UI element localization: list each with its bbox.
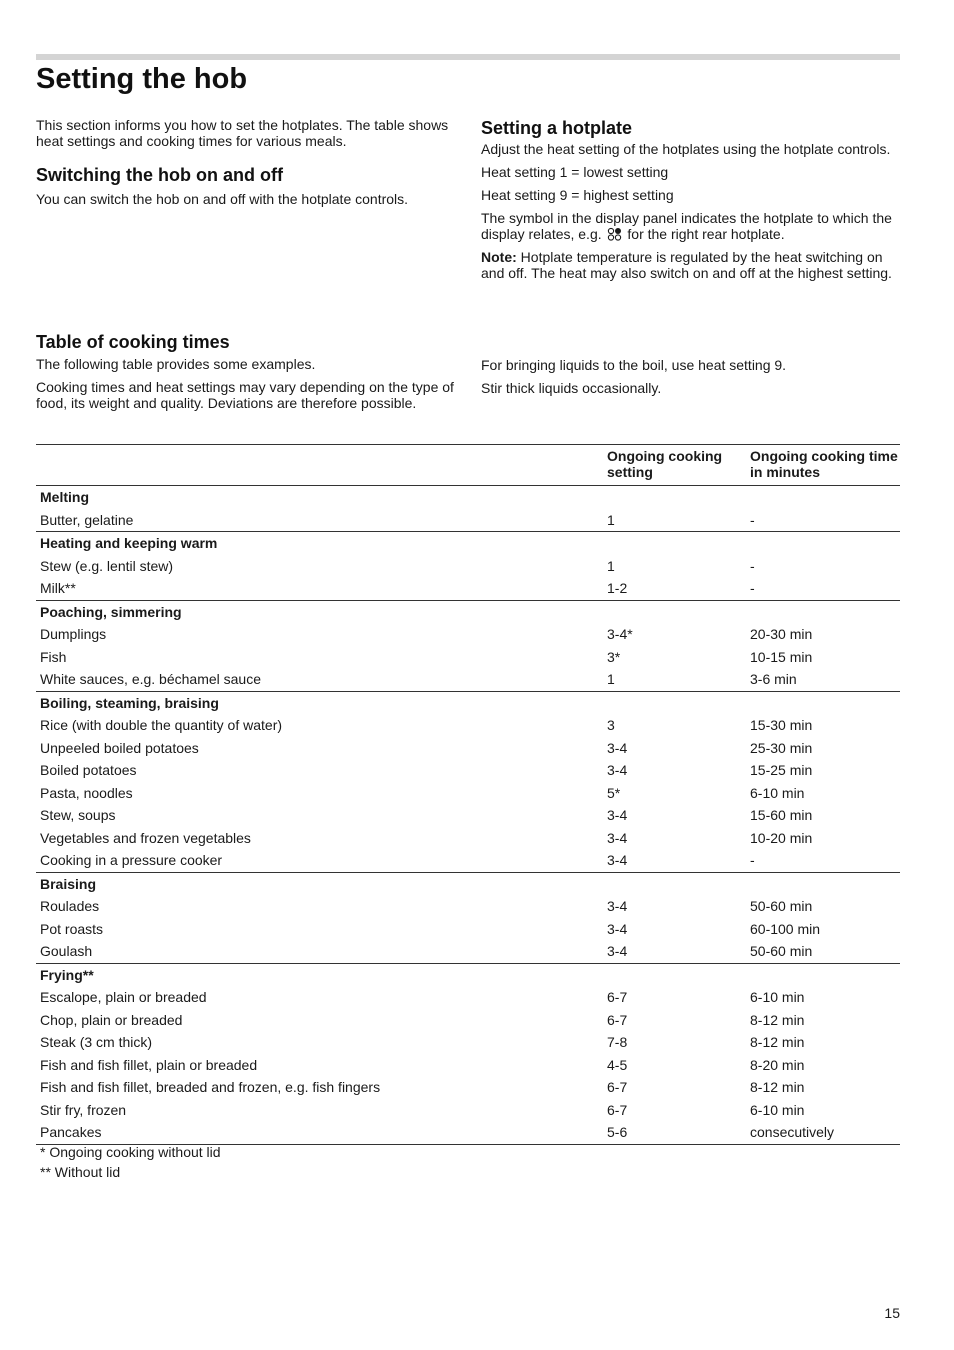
symbol-text-after: for the right rear hotplate. <box>627 226 785 242</box>
cell-setting: 3 <box>607 717 615 734</box>
cell-time: 6-10 min <box>750 989 805 1006</box>
table-row <box>36 509 900 532</box>
cell-time: 8-12 min <box>750 1011 805 1028</box>
table-row <box>36 918 900 941</box>
table-group-row <box>36 532 900 555</box>
cell-setting: 7-8 <box>607 1034 628 1051</box>
cell-time: - <box>750 511 755 528</box>
cell-food: Stir fry, frozen <box>40 1101 127 1118</box>
cell-food: Stew (e.g. lentil stew) <box>40 557 174 574</box>
setting-text-3: Heat setting 9 = highest setting <box>481 187 674 203</box>
cell-food: Vegetables and frozen vegetables <box>40 829 251 846</box>
table-body <box>36 486 900 1145</box>
group-heading: Poaching, simmering <box>36 600 900 623</box>
table-group-row <box>36 486 900 509</box>
table-row <box>36 986 900 1009</box>
cell-food: Goulash <box>40 943 93 960</box>
cell-setting: 1 <box>607 511 615 528</box>
cell-food: Fish and fish fillet, breaded and frozen, e.g. fish fingers <box>40 1079 381 1096</box>
cell-time: 20-30 min <box>750 626 813 643</box>
setting-text-4 <box>481 210 899 242</box>
cell-setting: 3-4 <box>607 762 628 779</box>
table-row <box>36 714 900 737</box>
cell-food: Pasta, noodles <box>40 784 133 801</box>
liquids-notes <box>481 357 899 403</box>
group-heading: Heating and keeping warm <box>36 532 900 555</box>
table-row <box>36 895 900 918</box>
cell-setting: 3-4 <box>607 898 628 915</box>
cell-time: consecutively <box>750 1121 900 1144</box>
cell-setting: 1-2 <box>607 580 628 597</box>
cell-setting: 6-7 <box>607 989 628 1006</box>
cell-setting: 6-7 <box>607 1011 628 1028</box>
cell-time: - <box>750 557 755 574</box>
table-group-row <box>36 691 900 714</box>
cooking-times-heading: Table of cooking times <box>36 332 230 352</box>
cell-time: 25-30 min <box>750 739 813 756</box>
group-heading: Melting <box>40 489 89 506</box>
hotplate-position-icon <box>606 227 624 241</box>
cell-time: 15-30 min <box>750 717 813 734</box>
table-row <box>36 577 900 600</box>
cell-food: Boiled potatoes <box>40 762 137 779</box>
table-row <box>36 737 900 760</box>
cell-time: 6-10 min <box>750 1101 805 1118</box>
cell-setting: 1 <box>607 557 615 574</box>
cell-food: Chop, plain or breaded <box>40 1011 183 1028</box>
cell-food: Escalope, plain or breaded <box>40 989 207 1006</box>
table-row <box>36 646 900 669</box>
cell-setting: 1 <box>607 671 615 688</box>
cell-setting: 5* <box>607 784 621 801</box>
cooking-times-text-1: The following table provides some examples. <box>36 356 316 372</box>
cell-setting: 6-7 <box>607 1079 628 1096</box>
note-text: Hotplate temperature is regulated by the heat switching on and off. The heat may also switch on and off at the highest setting. <box>481 249 892 281</box>
cell-setting: 3-4 <box>607 852 628 869</box>
table-row <box>36 1099 900 1122</box>
page-title: Setting the hob <box>36 63 248 95</box>
table-header-row <box>36 445 900 486</box>
cell-time: 8-20 min <box>750 1056 805 1073</box>
cell-setting: 3* <box>607 648 621 665</box>
table-row <box>36 804 900 827</box>
cell-time: 10-20 min <box>750 829 813 846</box>
cell-time: - <box>750 852 755 869</box>
cell-time: 8-12 min <box>750 1034 805 1051</box>
symbol-text-before: The symbol in the display panel indicates the hotplate to which the display relates, e.g. <box>481 210 892 242</box>
table-row <box>36 759 900 782</box>
header-setting: Ongoing cooking setting <box>607 448 723 480</box>
group-heading: Frying** <box>36 963 900 986</box>
footnotes <box>40 1142 221 1182</box>
cell-food: Milk** <box>40 580 76 597</box>
table-row <box>36 1121 900 1144</box>
cell-setting: 3-4 <box>607 829 628 846</box>
cell-time: 15-60 min <box>750 807 813 824</box>
cell-time: 60-100 min <box>750 920 821 937</box>
cell-setting: 3-4* <box>607 626 633 643</box>
table-group-row <box>36 872 900 895</box>
cell-food: Pancakes <box>36 1121 607 1144</box>
cell-food: Roulades <box>40 898 100 915</box>
switching-text: You can switch the hob on and off with the hotplate controls. <box>36 191 409 207</box>
header-food <box>36 445 607 486</box>
cell-food: Cooking in a pressure cooker <box>40 852 223 869</box>
cell-setting: 3-4 <box>607 920 628 937</box>
cell-food: Fish <box>40 648 67 665</box>
cell-setting: 4-5 <box>607 1056 628 1073</box>
cell-food: Butter, gelatine <box>40 511 134 528</box>
cooking-times-text-2: Cooking times and heat settings may vary depending on the type of food, its weight and quality. Deviations are therefore possible. <box>36 379 454 411</box>
cell-time: 50-60 min <box>750 943 813 960</box>
table-row <box>36 623 900 646</box>
cell-setting: 3-4 <box>607 807 628 824</box>
table-row <box>36 1054 900 1077</box>
table-row <box>36 782 900 805</box>
header-time: Ongoing cooking time in minutes <box>750 448 898 480</box>
cell-setting: 3-4 <box>607 943 628 960</box>
cell-food: Stew, soups <box>40 807 116 824</box>
cell-food: Pot roasts <box>40 920 104 937</box>
cell-time: - <box>750 580 755 597</box>
right-column <box>481 117 899 288</box>
cell-setting: 6-7 <box>607 1101 628 1118</box>
cell-time: 50-60 min <box>750 898 813 915</box>
table-row <box>36 827 900 850</box>
left-column <box>36 117 454 214</box>
table-row <box>36 1009 900 1032</box>
cooking-times-table-wrapper <box>36 444 900 1145</box>
cell-food: Steak (3 cm thick) <box>40 1034 153 1051</box>
cell-time: 6-10 min <box>750 784 805 801</box>
table-group-row <box>36 600 900 623</box>
cell-food: Rice (with double the quantity of water) <box>40 717 283 734</box>
cell-food: Dumplings <box>40 626 107 643</box>
cell-time: 10-15 min <box>750 648 813 665</box>
liquids-text-1: For bringing liquids to the boil, use heat setting 9. <box>481 357 787 373</box>
footnote-single-star: * Ongoing cooking without lid <box>40 1144 221 1160</box>
cell-food: Fish and fish fillet, plain or breaded <box>40 1056 258 1073</box>
table-row <box>36 1031 900 1054</box>
switching-heading: Switching the hob on and off <box>36 165 283 185</box>
cell-time: 3-6 min <box>750 671 797 688</box>
table-row <box>36 940 900 963</box>
note-label: Note: <box>481 249 517 265</box>
table-row <box>36 555 900 578</box>
setting-text-2: Heat setting 1 = lowest setting <box>481 164 669 180</box>
table-row <box>36 849 900 872</box>
cell-time: 15-25 min <box>750 762 813 779</box>
cooking-times-table <box>36 444 900 1145</box>
cell-food: White sauces, e.g. béchamel sauce <box>40 671 262 688</box>
footnote-double-star: ** Without lid <box>40 1164 121 1180</box>
table-group-row <box>36 963 900 986</box>
table-row <box>36 668 900 691</box>
page-number: 15 <box>884 1305 900 1321</box>
table-row <box>36 1076 900 1099</box>
setting-text-1: Adjust the heat setting of the hotplates using the hotplate controls. <box>481 141 891 157</box>
cell-setting: 5-6 <box>607 1121 750 1144</box>
group-heading: Boiling, steaming, braising <box>36 691 900 714</box>
setting-heading: Setting a hotplate <box>481 118 633 138</box>
cell-food: Unpeeled boiled potatoes <box>40 739 199 756</box>
liquids-text-2: Stir thick liquids occasionally. <box>481 380 662 396</box>
cooking-times-intro <box>36 331 454 418</box>
note-paragraph <box>481 249 899 281</box>
cell-time: 8-12 min <box>750 1079 805 1096</box>
intro-text: This section informs you how to set the hotplates. The table shows heat settings and cooking times for various meals. <box>36 117 449 149</box>
cell-setting: 3-4 <box>607 739 628 756</box>
group-heading: Braising <box>36 872 900 895</box>
